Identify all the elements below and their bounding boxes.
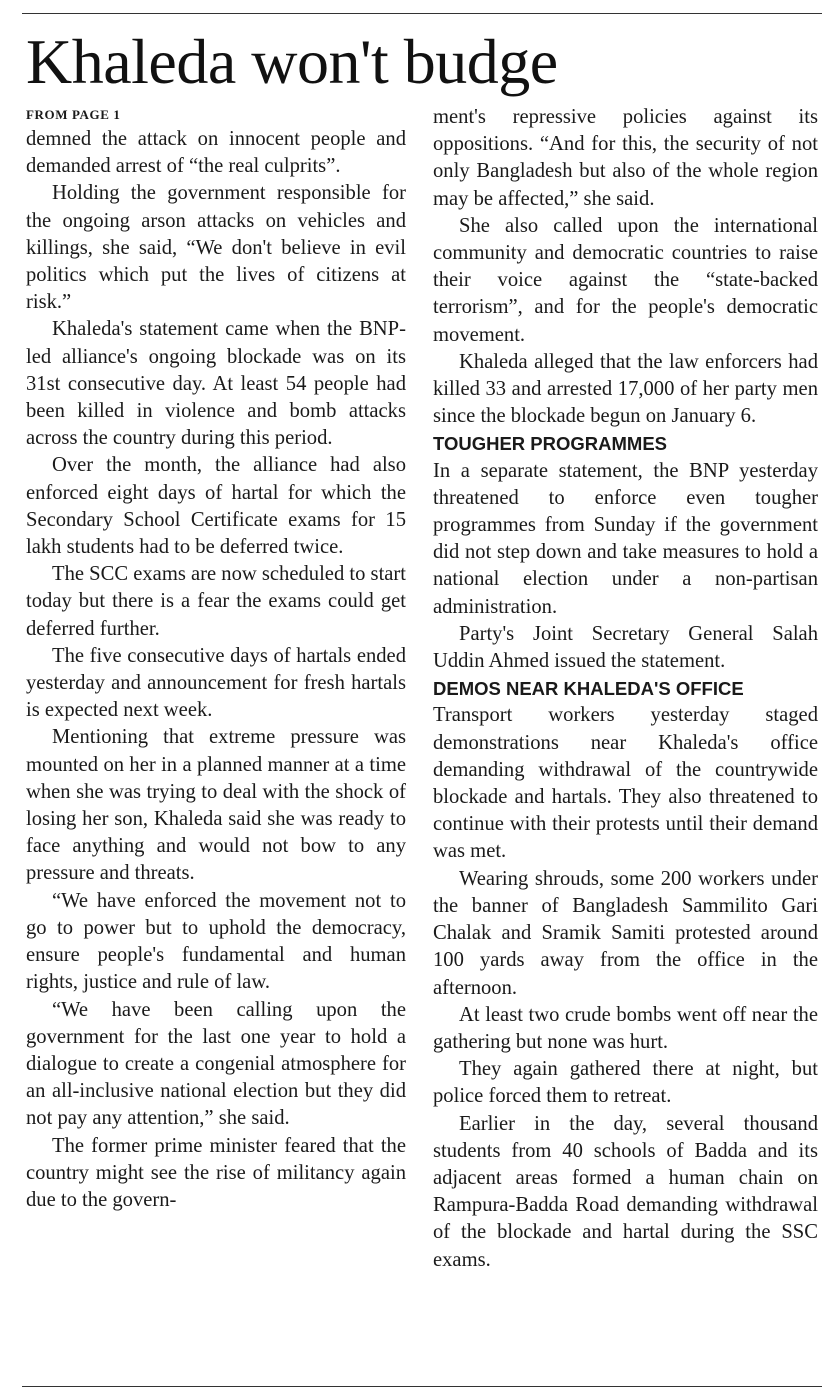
bottom-rule: [22, 1386, 822, 1387]
paragraph: “We have been calling upon the government for the last one year to hold a dialogue to create a congenial atmosphere for an all-inclusive national election but they did not pay any attention,” she said.: [26, 998, 406, 1130]
paragraph: Over the month, the alliance had also enforced eight days of hartal for which the Secondary School Certificate exams for 15 lakh students had to be deferred twice.: [26, 454, 406, 559]
headline: Khaleda won't budge: [26, 26, 558, 97]
paragraph: demned the attack on innocent people and demanded arrest of “the real culprits”.: [26, 128, 406, 178]
paragraph: “We have enforced the movement not to go to power but to uphold the democracy, ensure people's fundamental and human rights, justice and rule of law.: [26, 889, 406, 994]
paragraph: The five consecutive days of hartals ended yesterday and announcement for fresh hartals is expected next week.: [26, 644, 406, 722]
paragraph: Party's Joint Secretary General Salah Uddin Ahmed issued the statement.: [433, 622, 818, 673]
subhead-tougher-programmes: TOUGHER PROGRAMMES: [433, 433, 668, 455]
paragraph: They again gathered there at night, but police forced them to retreat.: [433, 1058, 818, 1108]
paragraph: In a separate statement, the BNP yesterday threatened to enforce even tougher programmes from Sunday if the government did not step down and take measures to hold a national election under a non-partisan administration.: [433, 459, 818, 618]
subhead-demos: DEMOS NEAR KHALEDA'S OFFICE: [433, 678, 744, 700]
paragraph: At least two crude bombs went off near the gathering but none was hurt.: [433, 1003, 818, 1053]
paragraph: ment's repressive policies against its oppositions. “And for this, the security of not only Bangladesh but also of the whole region may be affected,” she said.: [433, 106, 818, 210]
paragraph: Holding the government responsible for the ongoing arson attacks on vehicles and killings, she said, “We don't believe in evil politics which put the lives of citizens at risk.”: [26, 182, 406, 314]
paragraph: Khaleda's statement came when the BNP-led alliance's ongoing blockade was on its 31st consecutive day. At least 54 people had been killed in violence and bomb attacks across the country during this period.: [26, 318, 406, 450]
column-right: [433, 104, 818, 1274]
paragraph: Mentioning that extreme pressure was mounted on her in a planned manner at a time when she was trying to deal with the shock of losing her son, Khaleda said she was ready to face anything and would not bow to any pressure and threats.: [26, 726, 406, 885]
top-rule: [22, 13, 822, 14]
paragraph: She also called upon the international community and democratic countries to raise their voice against the “state-backed terrorism”, and for the people's democratic movement.: [433, 214, 818, 346]
paragraph: The former prime minister feared that the country might see the rise of militancy again due to the govern-: [26, 1134, 406, 1211]
paragraph: Wearing shrouds, some 200 workers under the banner of Bangladesh Sammilito Gari Chalak and Sramik Samiti protested around 100 yards away from the office in the afternoon.: [433, 867, 818, 999]
paragraph: Earlier in the day, several thousand students from 40 schools of Badda and its adjacent areas formed a human chain on Rampura-Badda Road demanding withdrawal of the blockade and hartal during the SSC exams.: [433, 1112, 818, 1271]
paragraph: Khaleda alleged that the law enforcers had killed 33 and arrested 17,000 of her party men since the blockade begun on January 6.: [433, 350, 818, 428]
column-left: [26, 104, 406, 1214]
paragraph: Transport workers yesterday staged demonstrations near Khaleda's office demanding withdrawal of the countrywide blockade and hartals. They also threatened to continue with their protests until their demand was met.: [433, 704, 818, 863]
kicker: FROM PAGE 1: [26, 107, 121, 122]
paragraph: The SCC exams are now scheduled to start today but there is a fear the exams could get deferred further.: [26, 563, 407, 640]
